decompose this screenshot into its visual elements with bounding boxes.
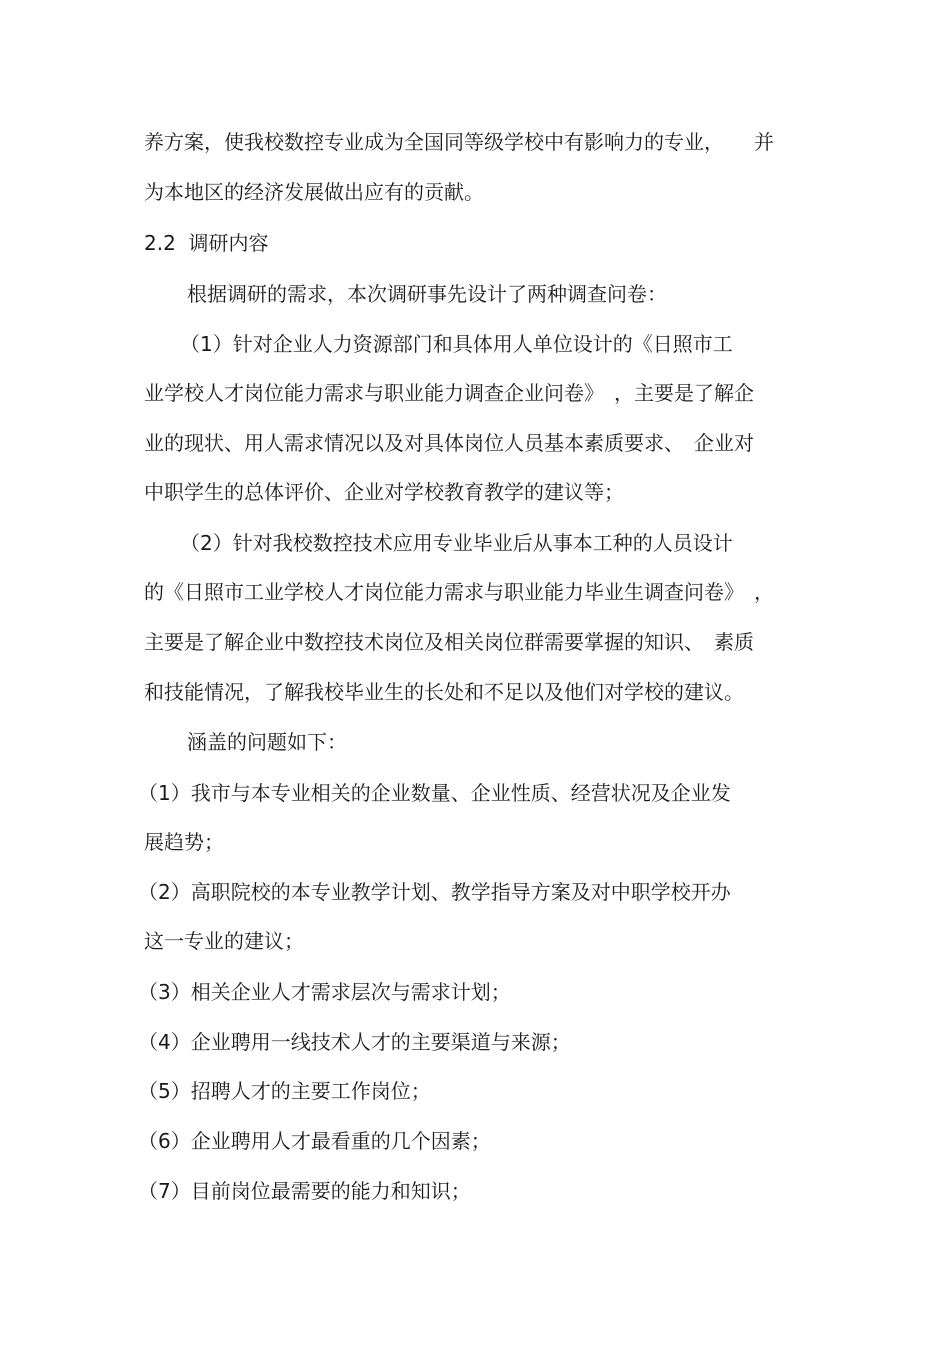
- paragraph-line: 的《日照市工业学校人才岗位能力需求与职业能力毕业生调查问卷》 ，: [144, 580, 774, 604]
- list-item: （4）企业聘用一线技术人才的主要渠道与来源；: [138, 1030, 571, 1054]
- list-item: （2）高职院校的本专业教学计划、教学指导方案及对中职学校开办: [138, 880, 731, 904]
- paragraph-line: 主要是了解企业中数控技术岗位及相关岗位群需要掌握的知识、 素质: [144, 630, 754, 654]
- paragraph-line: 涵盖的问题如下：: [187, 730, 347, 754]
- paragraph-line: （1）针对企业人力资源部门和具体用人单位设计的《日照市工: [180, 332, 733, 356]
- list-item: （3）相关企业人才需求层次与需求计划；: [138, 980, 511, 1004]
- list-item: （1）我市与本专业相关的企业数量、企业性质、经营状况及企业发: [138, 781, 731, 805]
- paragraph-line: 养方案，使我校数控专业成为全国同等级学校中有影响力的专业， 并: [144, 130, 774, 154]
- section-heading: 2.2 调研内容: [144, 231, 269, 255]
- list-item: （6）企业聘用人才最看重的几个因素；: [138, 1129, 491, 1153]
- paragraph-line: 为本地区的经济发展做出应有的贡献。: [144, 180, 484, 204]
- paragraph-line: 和技能情况，了解我校毕业生的长处和不足以及他们对学校的建议。: [144, 680, 744, 704]
- paragraph-line: 中职学生的总体评价、企业对学校教育教学的建议等；: [144, 480, 624, 504]
- list-item: （5）招聘人才的主要工作岗位；: [138, 1079, 431, 1103]
- paragraph-line: 业的现状、用人需求情况以及对具体岗位人员基本素质要求、 企业对: [144, 431, 754, 455]
- list-item: （7）目前岗位最需要的能力和知识；: [138, 1179, 471, 1203]
- list-item-continuation: 展趋势；: [144, 830, 224, 854]
- list-item-continuation: 这一专业的建议；: [144, 929, 304, 953]
- paragraph-line: 业学校人才岗位能力需求与职业能力调查企业问卷》 ，主要是了解企: [144, 381, 754, 405]
- paragraph-line: 根据调研的需求，本次调研事先设计了两种调查问卷：: [187, 282, 667, 306]
- paragraph-line: （2）针对我校数控技术应用专业毕业后从事本工种的人员设计: [180, 531, 733, 555]
